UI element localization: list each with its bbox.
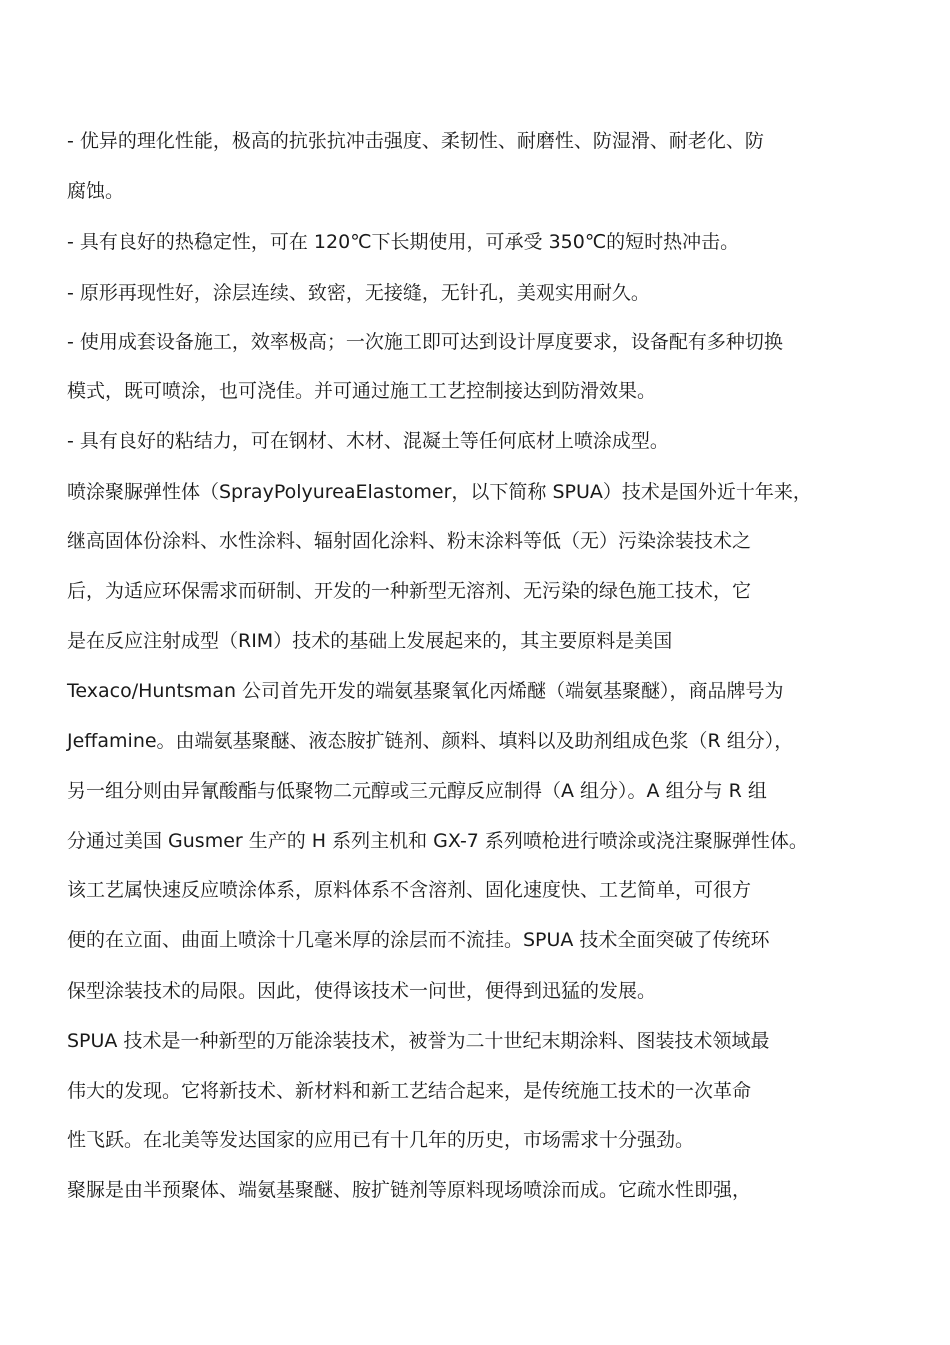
text-line: 喷涂聚脲弹性体（SprayPolyureaElastomer，以下简称 SPUA）技术是国外近十年来， xyxy=(67,481,812,503)
text-line: 分通过美国 Gusmer 生产的 H 系列主机和 GX-7 系列喷枪进行喷涂或浇注聚脲弹性体。 xyxy=(67,830,808,852)
text-line: - 优异的理化性能，极高的抗张抗冲击强度、柔韧性、耐磨性、防湿滑、耐老化、防 xyxy=(67,130,764,152)
text-line: Texaco/Huntsman 公司首先开发的端氨基聚氧化丙烯醚（端氨基聚醚），商品牌号为 xyxy=(67,680,784,702)
text-line: 便的在立面、曲面上喷涂十几毫米厚的涂层而不流挂。SPUA 技术全面突破了传统环 xyxy=(67,929,770,951)
text-line: - 使用成套设备施工，效率极高；一次施工即可达到设计厚度要求，设备配有多种切换 xyxy=(67,331,783,353)
text-line: - 原形再现性好，涂层连续、致密，无接缝，无针孔，美观实用耐久。 xyxy=(67,282,650,304)
text-line: 另一组分则由异氰酸酯与低聚物二元醇或三元醇反应制得（A 组分）。A 组分与 R 组 xyxy=(67,780,767,802)
text-line: 继高固体份涂料、水性涂料、辐射固化涂料、粉末涂料等低（无）污染涂装技术之 xyxy=(67,530,752,552)
text-line: 聚脲是由半预聚体、端氨基聚醚、胺扩链剂等原料现场喷涂而成。它疏水性即强， xyxy=(67,1179,752,1201)
text-line: 后，为适应环保需求而研制、开发的一种新型无溶剂、无污染的绿色施工技术，它 xyxy=(67,580,752,602)
text-line: 性飞跃。在北美等发达国家的应用已有十几年的历史，市场需求十分强劲。 xyxy=(67,1129,695,1151)
text-line: 保型涂装技术的局限。因此，使得该技术一问世，便得到迅猛的发展。 xyxy=(67,980,657,1002)
text-line: - 具有良好的粘结力，可在钢材、木材、混凝土等任何底材上喷涂成型。 xyxy=(67,430,669,452)
text-line: - 具有良好的热稳定性，可在 120℃下长期使用，可承受 350℃的短时热冲击。 xyxy=(67,231,740,253)
text-line: SPUA 技术是一种新型的万能涂装技术，被誉为二十世纪末期涂料、图装技术领域最 xyxy=(67,1030,770,1052)
text-line: 伟大的发现。它将新技术、新材料和新工艺结合起来，是传统施工技术的一次革命 xyxy=(67,1080,752,1102)
text-line: 模式，既可喷涂，也可浇佳。并可通过施工工艺控制接达到防滑效果。 xyxy=(67,380,657,402)
text-line: 腐蚀。 xyxy=(67,180,125,202)
text-line: 该工艺属快速反应喷涂体系，原料体系不含溶剂、固化速度快、工艺简单，可很方 xyxy=(67,879,752,901)
text-line: 是在反应注射成型（RIM）技术的基础上发展起来的，其主要原料是美国 xyxy=(67,630,673,652)
text-line: Jeffamine。由端氨基聚醚、液态胺扩链剂、颜料、填料以及助剂组成色浆（R 组分）， xyxy=(67,730,794,752)
